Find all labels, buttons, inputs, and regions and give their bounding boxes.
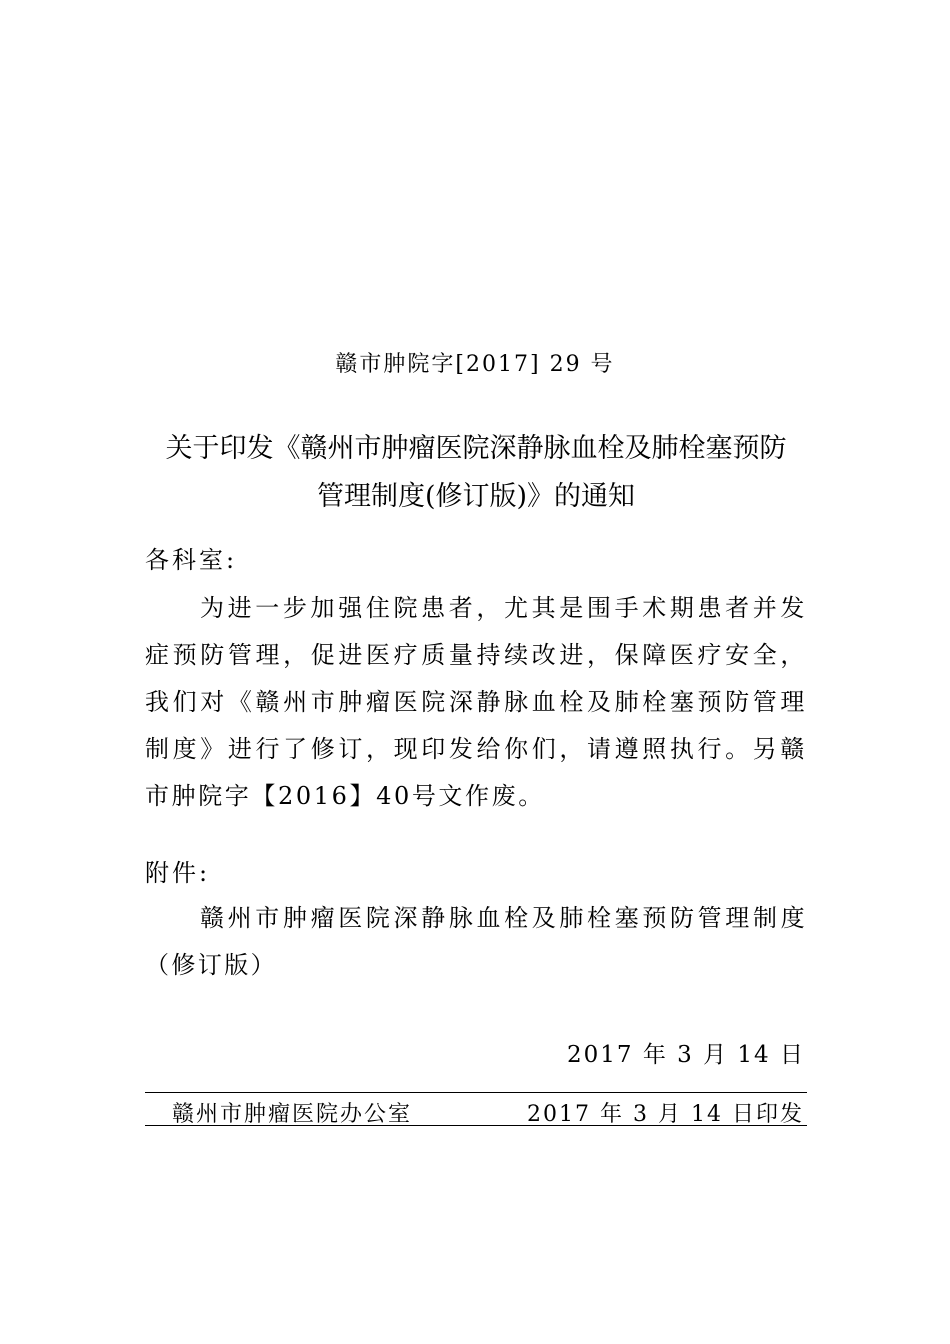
document-number: 赣市肿院字[2017] 29 号 [335,352,615,377]
footer-bottom-divider [145,1125,807,1126]
signature-date: 2017 年 3 月 14 日 [567,1042,805,1068]
attachment-item: 赣州市肿瘤医院深静脉血栓及肺栓塞预防管理制度（修订版） [145,904,807,979]
body-paragraph: 为进一步加强住院患者，尤其是围手术期患者并发症预防管理，促进医疗质量持续改进，保障医疗安全，我们对《赣州市肿瘤医院深静脉血栓及肺栓塞预防管理制度》进行了修订，现印发给你们，请遵照执行。另赣市肿院字【2016】40号文作废。 [145,594,807,810]
footer-top-divider [145,1092,807,1093]
attachment-label: 附件: [145,859,211,887]
document-title [145,425,807,521]
title-line-1: 关于印发《赣州市肿瘤医院深静脉血栓及肺栓塞预防 [165,433,787,464]
footer-issue-date: 2017 年 3 月 14 日印发 [527,1102,804,1127]
salutation: 各科室: [145,546,238,574]
footer-issuer: 赣州市肿瘤医院办公室 [172,1102,413,1127]
title-line-2: 管理制度(修订版)》的通知 [316,481,636,512]
